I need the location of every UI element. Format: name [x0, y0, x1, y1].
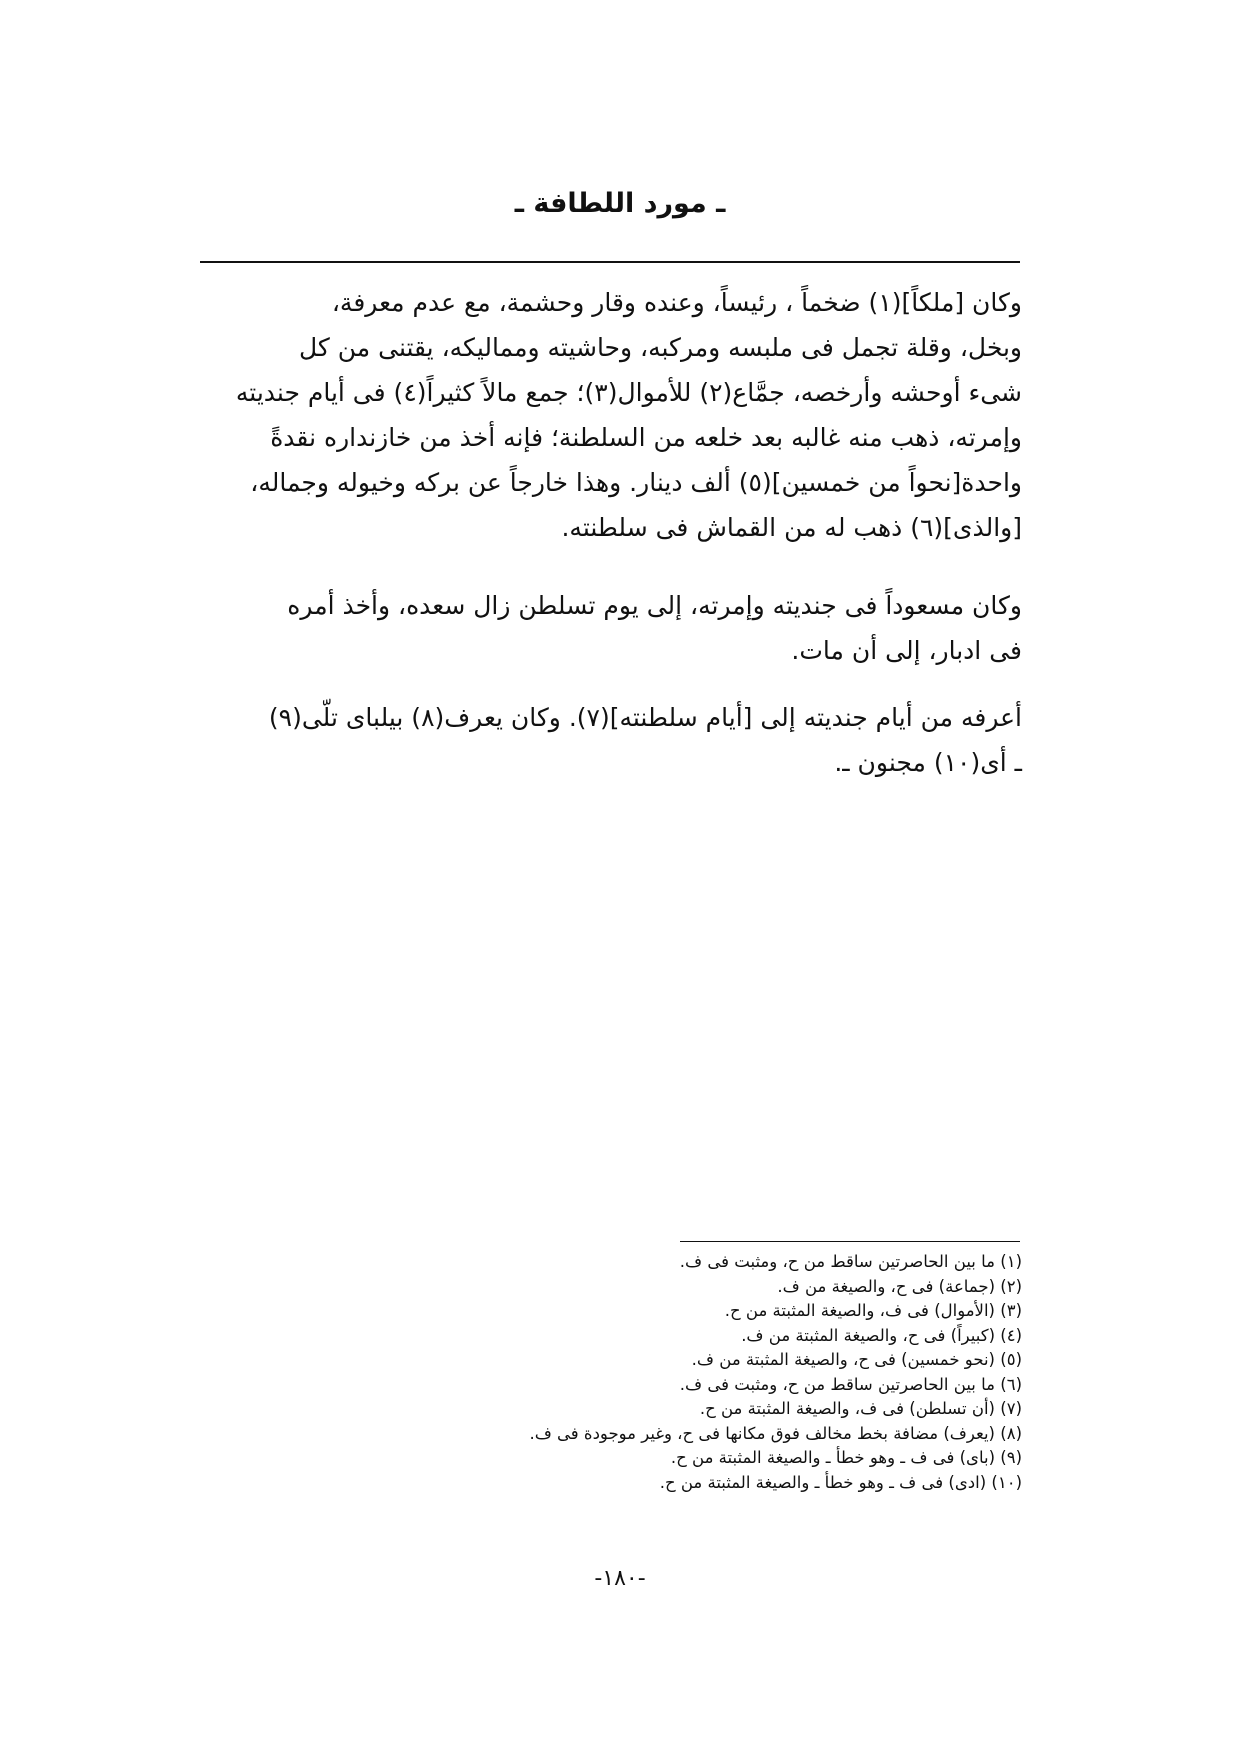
footnote-item: (٦) ما بين الحاصرتين ساقط من ح، ومثبت فى ف.	[679, 1374, 1022, 1394]
paragraph-line: [والذى](٦) ذهب له من القماش فى سلطنته.	[561, 513, 1022, 542]
footnote-item: (٩) (باى) فى ف ـ وهو خطأ ـ والصيغة المثبتة من ح.	[670, 1448, 1022, 1467]
paragraph-line: ـ أى(١٠) مجنون ـ.	[834, 748, 1022, 777]
paragraph-3	[198, 695, 1022, 785]
paragraph-1	[198, 280, 1022, 550]
paragraph-line: وبخل، وقلة تجمل فى ملبسه ومركبه، وحاشيته ومماليكه، يقتنى من كل	[298, 333, 1022, 362]
footnote-item: (٧) (أن تسلطن) فى ف، والصيغة المثبتة من ح.	[699, 1399, 1022, 1418]
paragraph-line: وكان [ملكاً](١) ضخماً ، رئيساً، وعنده وقار وحشمة، مع عدم معرفة،	[331, 288, 1022, 317]
footnote-item: (٤) (كبيراً) فى ح، والصيغة المثبتة من ف.	[741, 1325, 1022, 1345]
footnote-item: (٨) (يعرف) مضافة بخط مخالف فوق مكانها فى ح، وغير موجودة فى ف.	[529, 1423, 1022, 1443]
paragraph-line: شىء أوحشه وأرخصه، جمَّاع(٢) للأموال(٣)؛ جمع مالاً كثيراً(٤) فى أيام جنديته	[235, 378, 1022, 407]
paragraph-line: فى ادبار، إلى أن مات.	[791, 636, 1022, 665]
footnote-item: (١٠) (ادى) فى ف ـ وهو خطأ ـ والصيغة المثبتة من ح.	[659, 1472, 1022, 1492]
footnote-item: (٣) (الأموال) فى ف، والصيغة المثبتة من ح.	[724, 1301, 1022, 1320]
paragraph-line: أعرفه من أيام جنديته إلى [أيام سلطنته](٧). وكان يعرف(٨) بيلباى تلّى(٩)	[268, 703, 1022, 732]
footnote-item: (٥) (نحو خمسين) فى ح، والصيغة المثبتة من ف.	[691, 1350, 1022, 1369]
header-rule	[200, 261, 1020, 263]
paragraph-2	[198, 583, 1022, 673]
footnote-rule	[680, 1241, 1020, 1242]
footnotes-list	[382, 1250, 1022, 1495]
running-header: ـ مورد اللطافة ـ	[514, 188, 726, 219]
footnote-item: (٢) (جماعة) فى ح، والصيغة من ف.	[777, 1276, 1022, 1296]
footnote-item: (١) ما بين الحاصرتين ساقط من ح، ومثبت فى ف.	[679, 1252, 1022, 1271]
page-number: -١٨٠-	[594, 1566, 646, 1591]
paragraph-line: واحدة[نحواً من خمسين](٥) ألف دينار. وهذا خارجاً عن بركه وخيوله وجماله،	[250, 468, 1022, 497]
paragraph-line: وكان مسعوداً فى جنديته وإمرته، إلى يوم تسلطن زال سعده، وأخذ أمره	[287, 591, 1022, 620]
paragraph-line: وإمرته، ذهب منه غالبه بعد خلعه من السلطنة؛ فإنه أخذ من خازنداره نقدةً	[270, 423, 1022, 452]
